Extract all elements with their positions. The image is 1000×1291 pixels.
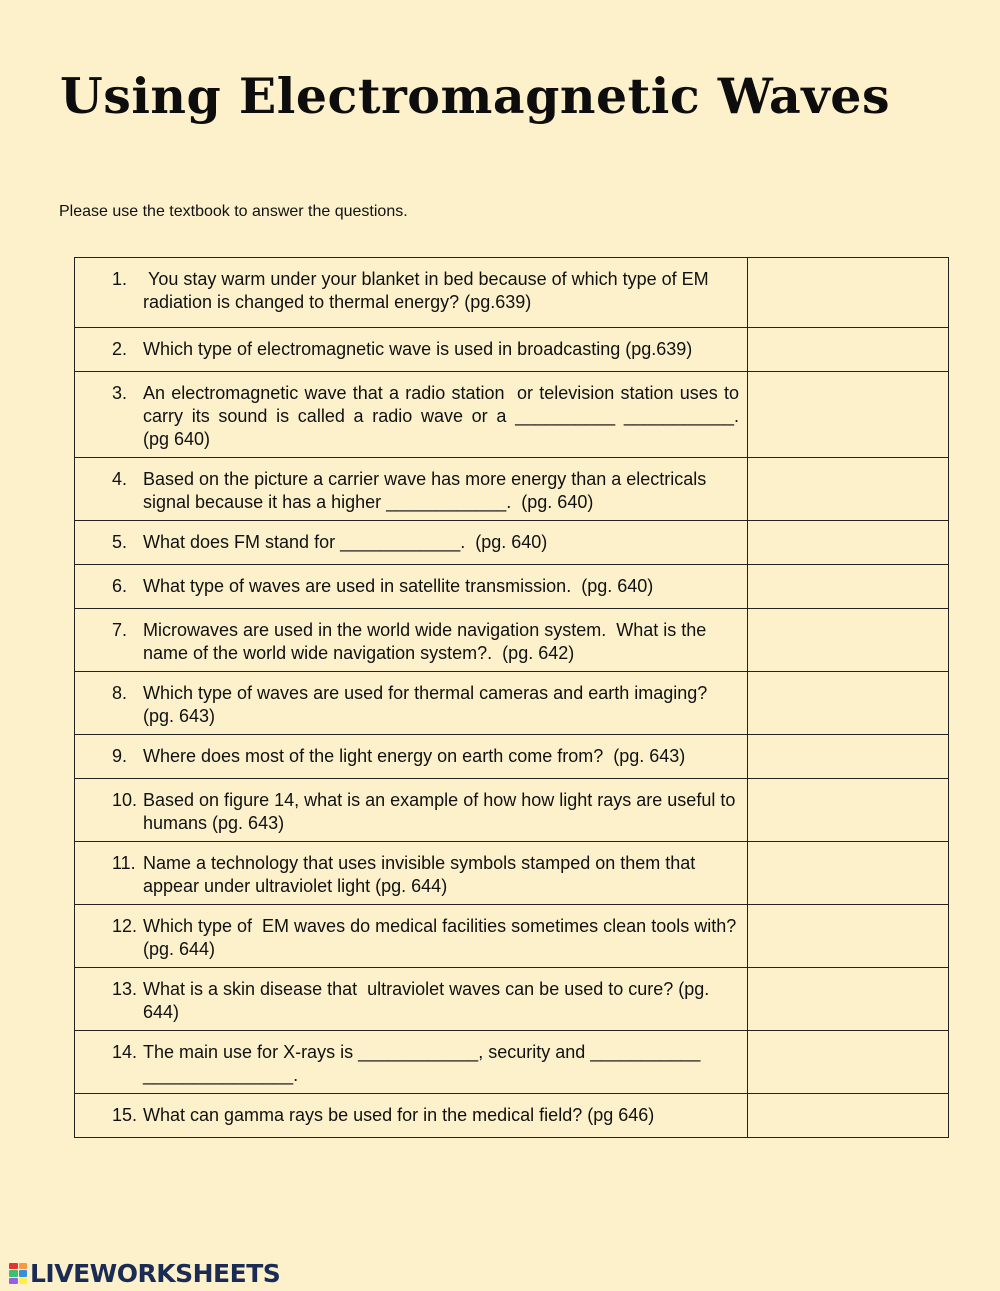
question-number: 15. [112, 1105, 138, 1125]
table-row [75, 458, 949, 521]
table-row [75, 905, 949, 968]
question-cell [75, 905, 748, 968]
question-number: 8. [112, 683, 128, 703]
table-row [75, 565, 949, 609]
question-cell [75, 328, 748, 372]
question-text: What does FM stand for ____________. (pg. 640) [143, 532, 548, 552]
question-cell [75, 458, 748, 521]
question-text: Based on figure 14, what is an example of how how light rays are useful to humans (pg. 643) [143, 790, 741, 833]
question-number: 2. [112, 339, 128, 359]
question-cell [75, 258, 748, 328]
question-number: 10. [112, 790, 138, 810]
question-text: An electromagnetic wave that a radio station or television station uses to carry its sound is called a radio wave or a __________ ___________. (pg 640) [143, 383, 780, 449]
answer-cell[interactable] [748, 565, 949, 609]
question-text: Microwaves are used in the world wide navigation system. What is the name of the world wide navigation system?. (pg. 642) [143, 620, 712, 663]
instructions-text: Please use the textbook to answer the questions. [59, 203, 408, 220]
question-cell [75, 1094, 748, 1138]
question-text: The main use for X-rays is ____________, security and ___________ _______________. [143, 1042, 711, 1085]
table-row [75, 328, 949, 372]
answer-cell[interactable] [748, 779, 949, 842]
answer-cell[interactable] [748, 1094, 949, 1138]
table-row [75, 1094, 949, 1138]
table-row [75, 258, 949, 328]
answer-cell[interactable] [748, 458, 949, 521]
logo-text: LIVEWORKSHEETS [30, 1259, 281, 1288]
question-cell [75, 372, 780, 458]
table-row [75, 735, 949, 779]
question-number: 7. [112, 620, 128, 640]
question-text: What type of waves are used in satellite transmission. (pg. 640) [143, 576, 654, 596]
question-text: Where does most of the light energy on earth come from? (pg. 643) [143, 746, 686, 766]
answer-cell[interactable] [748, 258, 949, 328]
question-cell [75, 609, 748, 672]
question-cell [75, 521, 748, 565]
question-text: Based on the picture a carrier wave has more energy than a electricals signal because it has a higher ____________. (pg. 640) [143, 469, 712, 512]
question-text: What can gamma rays be used for in the medical field? (pg 646) [143, 1105, 655, 1125]
question-cell [75, 565, 748, 609]
question-number: 9. [112, 746, 128, 766]
question-cell [75, 779, 748, 842]
answer-cell[interactable] [748, 905, 949, 968]
question-table [74, 257, 949, 1138]
table-row [75, 779, 949, 842]
table-row [75, 521, 949, 565]
table-row [75, 609, 949, 672]
question-cell [75, 1031, 748, 1094]
table-row [75, 968, 949, 1031]
liveworksheets-logo[interactable] [9, 1259, 280, 1288]
question-cell [75, 968, 748, 1031]
answer-cell[interactable] [748, 842, 949, 905]
answer-cell[interactable] [748, 521, 949, 565]
question-text: Name a technology that uses invisible symbols stamped on them that appear under ultraviolet light (pg. 644) [143, 853, 701, 896]
question-number: 12. [112, 916, 138, 936]
question-text: Which type of electromagnetic wave is used in broadcasting (pg.639) [143, 339, 693, 359]
question-text: You stay warm under your blanket in bed because of which type of EM radiation is changed to thermal energy? (pg.639) [143, 269, 714, 312]
answer-cell[interactable] [748, 968, 949, 1031]
table-row [75, 1031, 949, 1094]
answer-cell[interactable] [748, 328, 949, 372]
question-text: Which type of EM waves do medical facilities sometimes clean tools with? (pg. 644) [143, 916, 742, 959]
page-title: Using Electromagnetic Waves [60, 67, 891, 125]
question-number: 13. [112, 979, 138, 999]
table-row [75, 672, 949, 735]
question-cell [75, 842, 748, 905]
logo-square [9, 1278, 18, 1285]
question-cell [75, 672, 748, 735]
question-text: What is a skin disease that ultraviolet waves can be used to cure? (pg. 644) [143, 979, 715, 1022]
question-number: 6. [112, 576, 128, 596]
question-number: 4. [112, 469, 128, 489]
table-row [75, 372, 949, 458]
question-number: 3. [112, 383, 128, 403]
question-cell [75, 735, 748, 779]
answer-cell[interactable] [748, 672, 949, 735]
question-number: 11. [112, 853, 136, 873]
question-number: 14. [112, 1042, 138, 1062]
question-text: Which type of waves are used for thermal cameras and earth imaging? (pg. 643) [143, 683, 718, 726]
logo-square [19, 1263, 28, 1270]
answer-cell[interactable] [748, 1031, 949, 1094]
question-number: 5. [112, 532, 128, 552]
logo-square [9, 1263, 18, 1270]
answer-cell[interactable] [748, 609, 949, 672]
logo-square [19, 1278, 28, 1285]
table-row [75, 842, 949, 905]
question-number: 1. [112, 269, 128, 289]
logo-mark-icon [9, 1263, 27, 1285]
answer-cell[interactable] [748, 735, 949, 779]
logo-square [9, 1270, 18, 1277]
logo-square [19, 1270, 28, 1277]
